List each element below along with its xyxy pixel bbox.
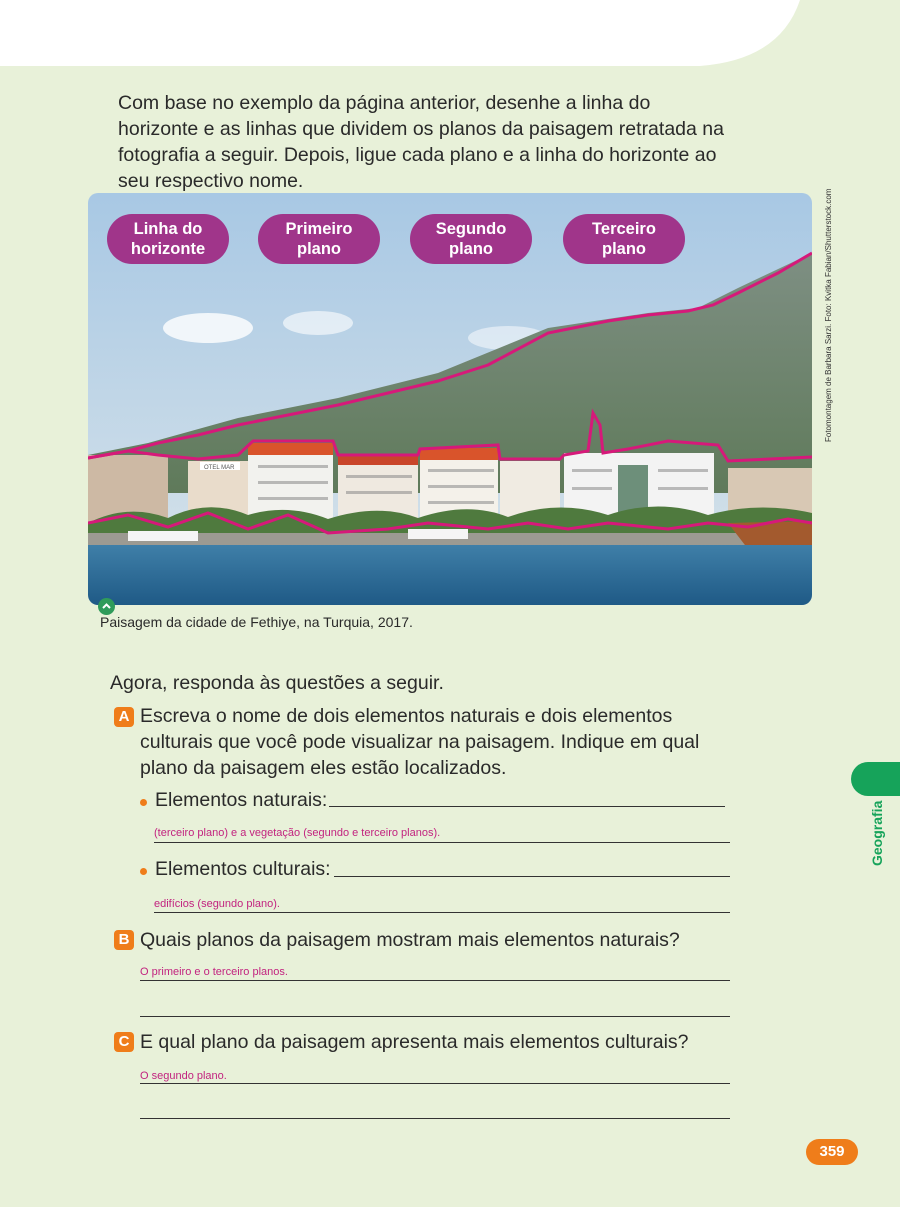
question-a-badge: A: [114, 707, 134, 727]
bullet-icon: [140, 868, 147, 875]
culturais-answer: edifícios (segundo plano).: [154, 898, 280, 910]
question-a-text: Escreva o nome de dois elementos naturais e dois elementos culturais que você pode visualizar na paisagem. Indique em qual plano da paisagem eles estão localizados.: [140, 705, 700, 779]
question-c-badge: C: [114, 1032, 134, 1052]
label-primeiro-plano: Primeiro plano: [258, 214, 380, 264]
page-header-shape: [0, 0, 900, 66]
side-tab-label: Geografia: [869, 800, 885, 866]
answer-line[interactable]: [329, 806, 725, 807]
naturais-answer: (terceiro plano) e a vegetação (segundo e terceiro planos).: [154, 827, 441, 839]
side-tab: [851, 762, 900, 796]
instructions: Agora, responda às questões a seguir.: [110, 672, 444, 694]
expand-icon[interactable]: [98, 598, 115, 615]
label-linha-do-horizonte: Linha do horizonte: [107, 214, 229, 264]
photo-caption: Paisagem da cidade de Fethiye, na Turquia, 2017.: [100, 614, 413, 630]
answer-line[interactable]: [140, 980, 730, 981]
question-b-badge: B: [114, 930, 134, 950]
label-segundo-plano: Segundo plano: [410, 214, 532, 264]
answer-line[interactable]: [140, 1118, 730, 1119]
question-b-answer: O primeiro e o terceiro planos.: [140, 966, 288, 978]
culturais-label: Elementos culturais:: [155, 858, 331, 880]
photo-credit: Fotomontagem de Barbara Sarzi. Foto: Kvitka Fabian/Shutterstock.com: [824, 188, 833, 442]
naturais-label: Elementos naturais:: [155, 789, 328, 811]
answer-line[interactable]: [154, 842, 730, 843]
hotel-sign: OTEL MAR: [204, 465, 235, 471]
bullet-icon: [140, 799, 147, 806]
intro-text: Com base no exemplo da página anterior, desenhe a linha do horizonte e as linhas que dividem os planos da paisagem retratada na fotografia a seguir. Depois, ligue cada plano e a linha do horizonte ao seu respectivo nome.: [118, 92, 724, 192]
answer-line[interactable]: [140, 1016, 730, 1017]
answer-line[interactable]: [140, 1083, 730, 1084]
answer-line[interactable]: [154, 912, 730, 913]
label-terceiro-plano: Terceiro plano: [563, 214, 685, 264]
answer-line[interactable]: [334, 876, 730, 877]
question-b-text: Quais planos da paisagem mostram mais elementos naturais?: [140, 929, 680, 951]
question-c-text: E qual plano da paisagem apresenta mais elementos culturais?: [140, 1031, 689, 1053]
page-number: 359: [806, 1139, 858, 1165]
question-c-answer: O segundo plano.: [140, 1070, 227, 1082]
